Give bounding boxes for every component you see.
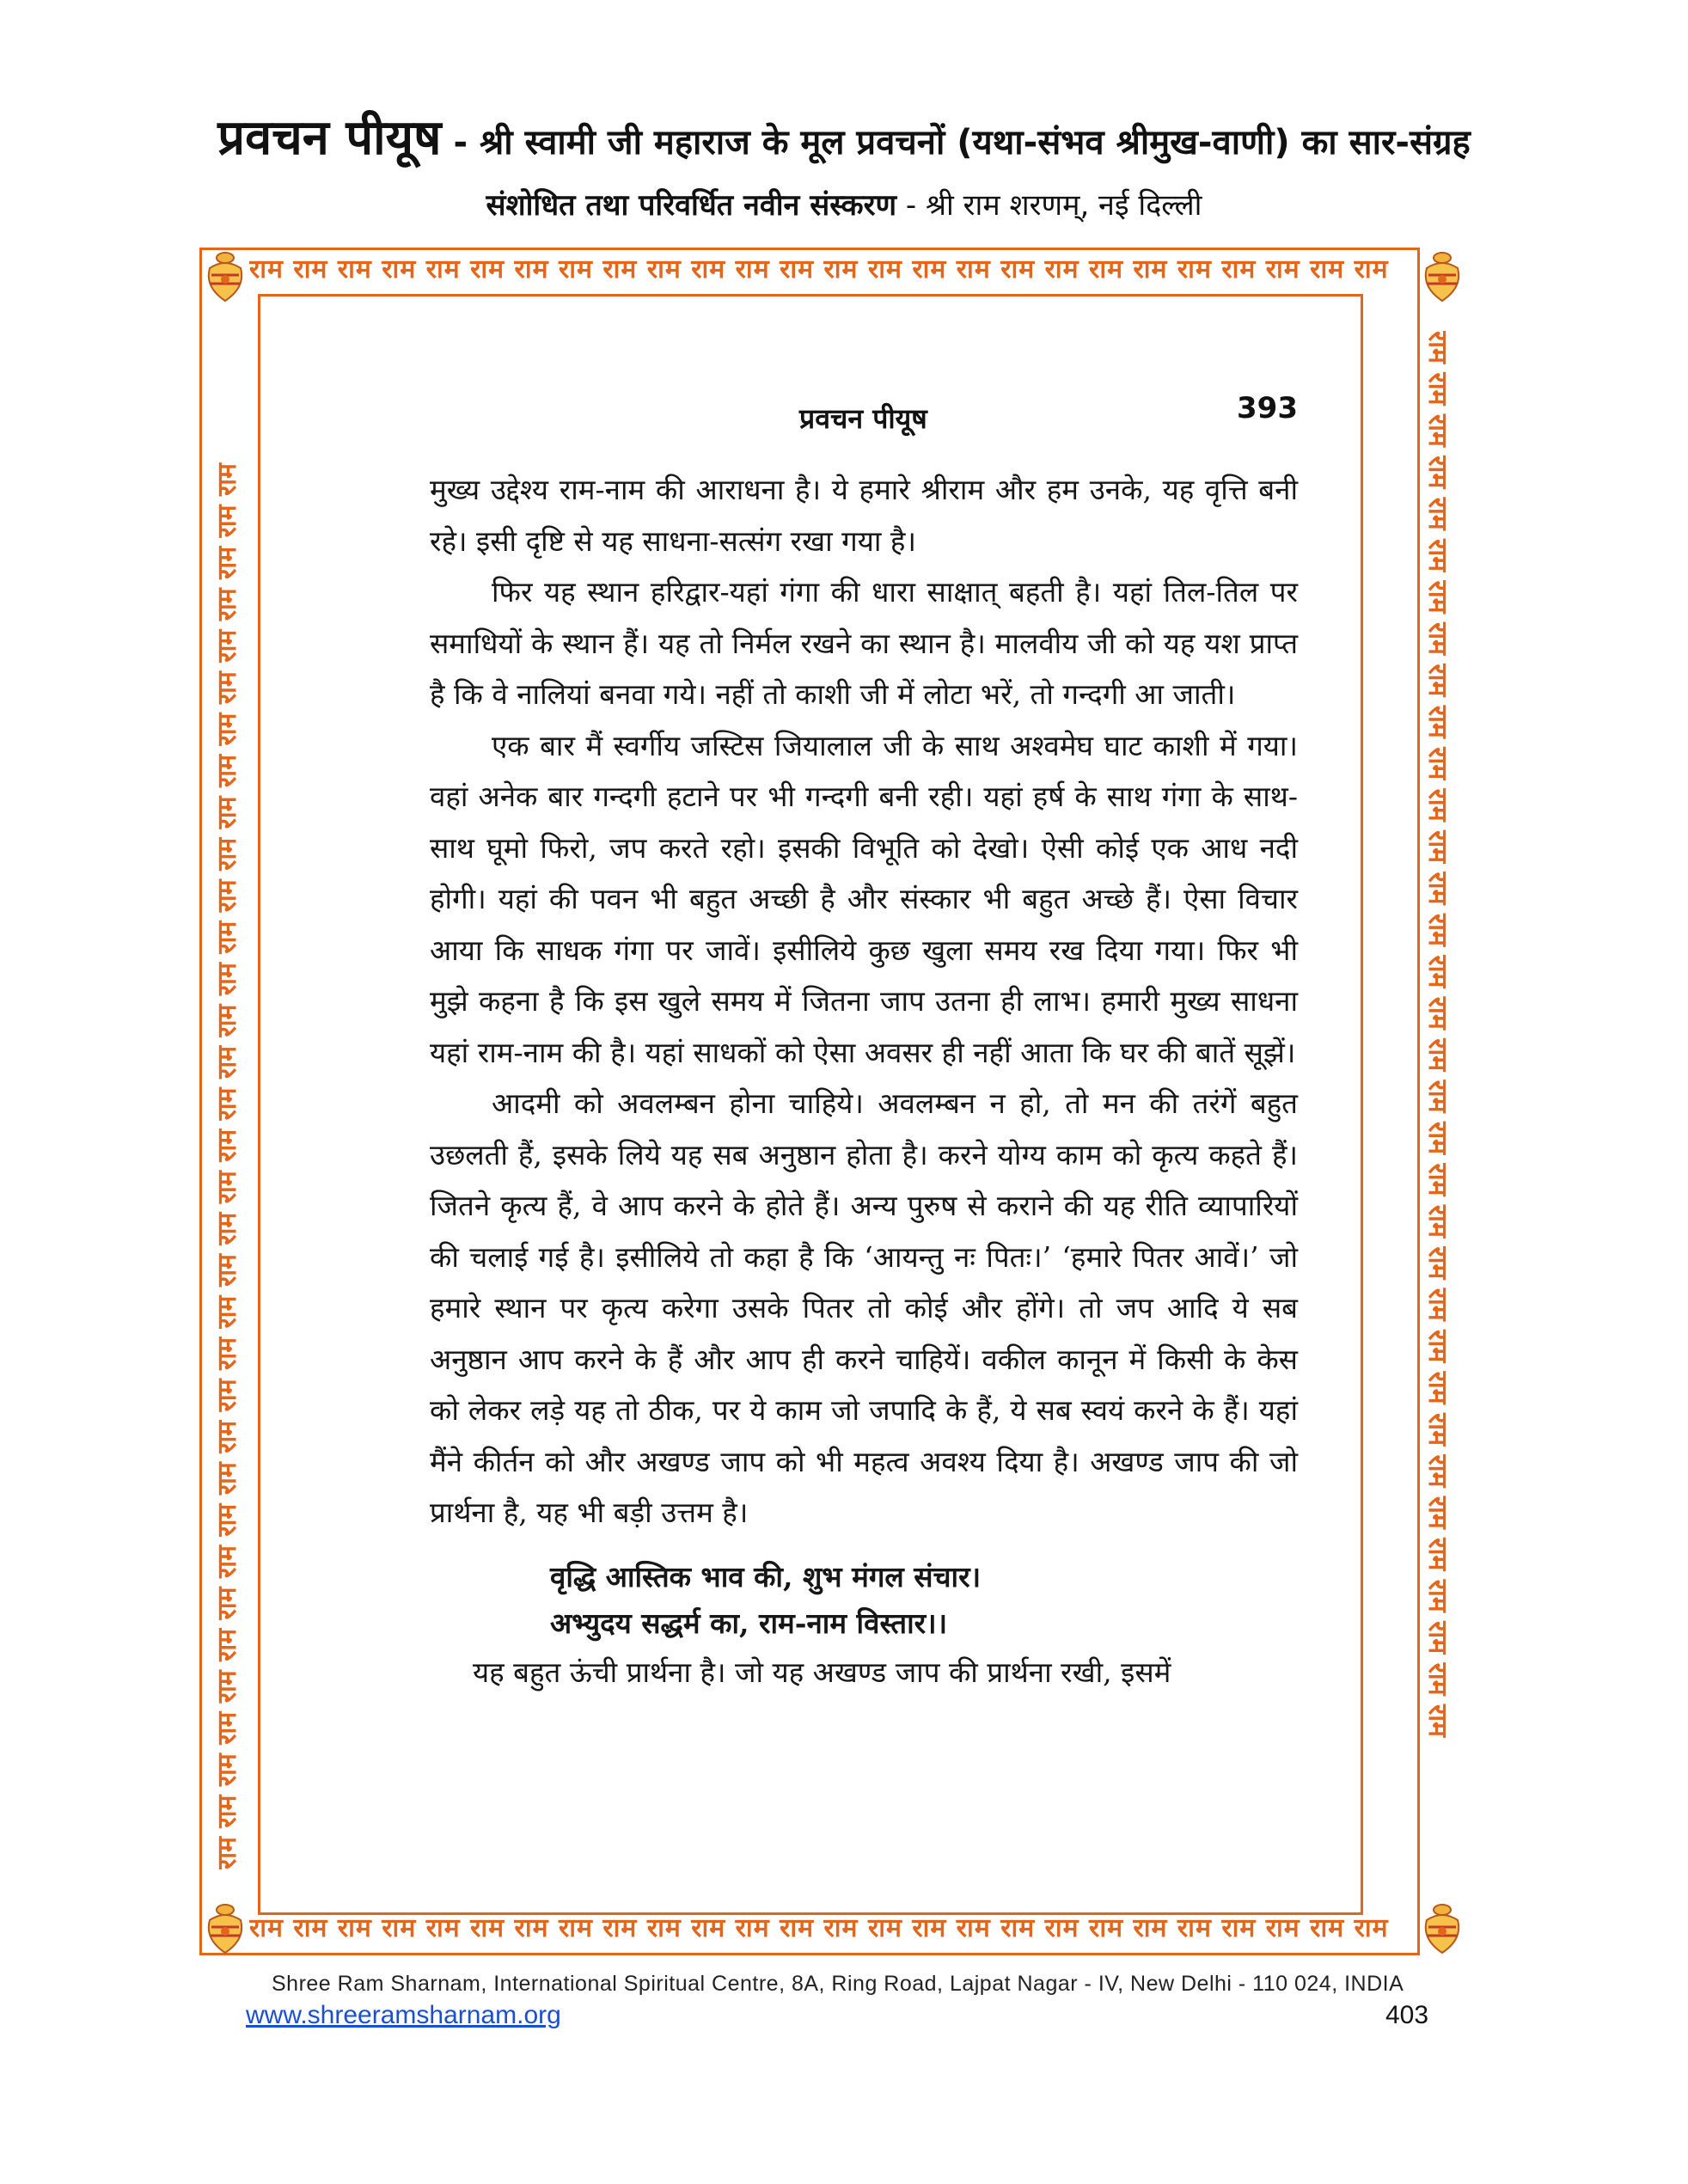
border-right-text: राम राम राम राम राम राम राम राम राम राम राम राम राम राम राम राम राम राम राम राम राम राम राम राम राम राम राम राम राम राम राम राम राम राम (1422, 331, 1453, 1737)
verse-couplet (550, 1554, 1298, 1647)
page-body (430, 464, 1298, 1698)
paragraph: फिर यह स्थान हरिद्वार-यहां गंगा की धारा साक्षात् बहती है। यहां तिल-तिल पर समाधियों के स्थान हैं। यह तो निर्मल रखने का स्थान है। मालवीय जी को यह यश प्राप्त है कि वे नालियां बनवा गये। नहीं तो काशी जी में लोटा भरें, तो गन्दगी आ जाती। (430, 575, 1298, 711)
border-top-text: राम राम राम राम राम राम राम राम राम राम राम राम राम राम राम राम राम राम राम राम राम राम राम राम राम राम (249, 254, 1389, 284)
kalash-ornament-icon (201, 1901, 249, 1956)
border-left-text: राम राम राम राम राम राम राम राम राम राम राम राम राम राम राम राम राम राम राम राम राम राम राम राम राम राम राम राम राम राम राम राम राम राम (212, 463, 242, 1869)
header-line-1 (0, 103, 1688, 168)
footer-address: Shree Ram Sharnam, International Spiritual Centre, 8A, Ring Road, Lajpat Nagar - IV, New Delhi - 110 024, INDIA (272, 1972, 1404, 1996)
border-bottom-text: राम राम राम राम राम राम राम राम राम राम राम राम राम राम राम राम राम राम राम राम राम राम राम राम राम राम (249, 1913, 1389, 1943)
verse-line: अभ्युदय सद्धर्म का, राम-नाम विस्तार।। (550, 1606, 948, 1640)
document-header (0, 103, 1688, 223)
pdf-page-number: 403 (1385, 2001, 1429, 2029)
paragraph: मुख्य उद्देश्य राम-नाम की आराधना है। ये हमारे श्रीराम और हम उनके, यह वृत्ति बनी रहे। इसी दृष्टि से यह साधना-सत्संग रखा गया है। (430, 473, 1298, 558)
publisher: - श्री राम शरणम्, नई दिल्ली (905, 188, 1202, 223)
edition-label: संशोधित तथा परिवर्धित नवीन संस्करण (486, 188, 897, 223)
paragraph: एक बार मैं स्वर्गीय जस्टिस जियालाल जी के साथ अश्वमेघ घाट काशी में गया। वहां अनेक बार गन्दगी हटाने पर भी गन्दगी बनी रही। यहां हर्ष के साथ गंगा के साथ-साथ घूमो फिरो, जप करते रहो। इसकी विभूति को देखो। ऐसी कोई एक आध नदी होगी। यहां की पवन भी बहुत अच्छी है और संस्कार भी बहुत अच्छे हैं। ऐसा विचार आया कि साधक गंगा पर जावें। इसीलिये कुछ खुला समय रख दिया गया। फिर भी मुझे कहना है कि इस खुले समय में जितना जाप उतना ही लाभ। हमारी मुख्य साधना यहां राम-नाम की है। यहां साधकों को ऐसा अवसर ही नहीं आता कि घर की बातें सूझें। (430, 728, 1298, 1069)
book-subtitle: - श्री स्वामी जी महाराज के मूल प्रवचनों (यथा-संभव श्रीमुख-वाणी) का सार-संग्रह (453, 123, 1471, 162)
paragraph: आदमी को अवलम्बन होना चाहिये। अवलम्बन न हो, तो मन की तरंगें बहुत उछलती हैं, इसके लिये यह सब अनुष्ठान होता है। करने योग्य काम को कृत्य कहते हैं। जितने कृत्य हैं, वे आप करने के होते हैं। अन्य पुरुष से कराने की यह रीति व्यापारियों की चलाई गई है। इसीलिये तो कहा है कि ‘आयन्तु नः पितः।’ ‘हमारे पितर आवें।’ जो हमारे स्थान पर कृत्य करेगा उसके पितर तो कोई और होंगे। तो जप आदि ये सब अनुष्ठान आप करने के हैं और आप ही करने चाहियें। वकील कानून में किसी के केस को लेकर लड़े यह तो ठीक, पर ये काम जो जपादि के हैं, ये सब स्वयं करने के हैं। यहां मैंने कीर्तन को और अखण्ड जाप को भी महत्व अवश्य दिया है। अखण्ड जाप की जो प्रार्थना है, यह भी बड़ी उत्तम है। (430, 1086, 1298, 1529)
kalash-ornament-icon (1418, 249, 1466, 304)
kalash-ornament-icon (1418, 1901, 1466, 1956)
book-page-number: 393 (1237, 391, 1298, 425)
kalash-ornament-icon (201, 249, 249, 304)
header-line-2 (0, 184, 1688, 223)
website-link[interactable]: www.shreeramsharnam.org (246, 2001, 561, 2029)
verse-line: वृद्धि आस्तिक भाव की, शुभ मंगल संचार। (550, 1559, 982, 1594)
paragraph: यह बहुत ऊंची प्रार्थना है। जो यह अखण्ड जाप की प्रार्थना रखी, इसमें (473, 1655, 1171, 1689)
running-title: प्रवचन पीयूष (799, 402, 927, 435)
book-title: प्रवचन पीयूष (217, 110, 442, 166)
